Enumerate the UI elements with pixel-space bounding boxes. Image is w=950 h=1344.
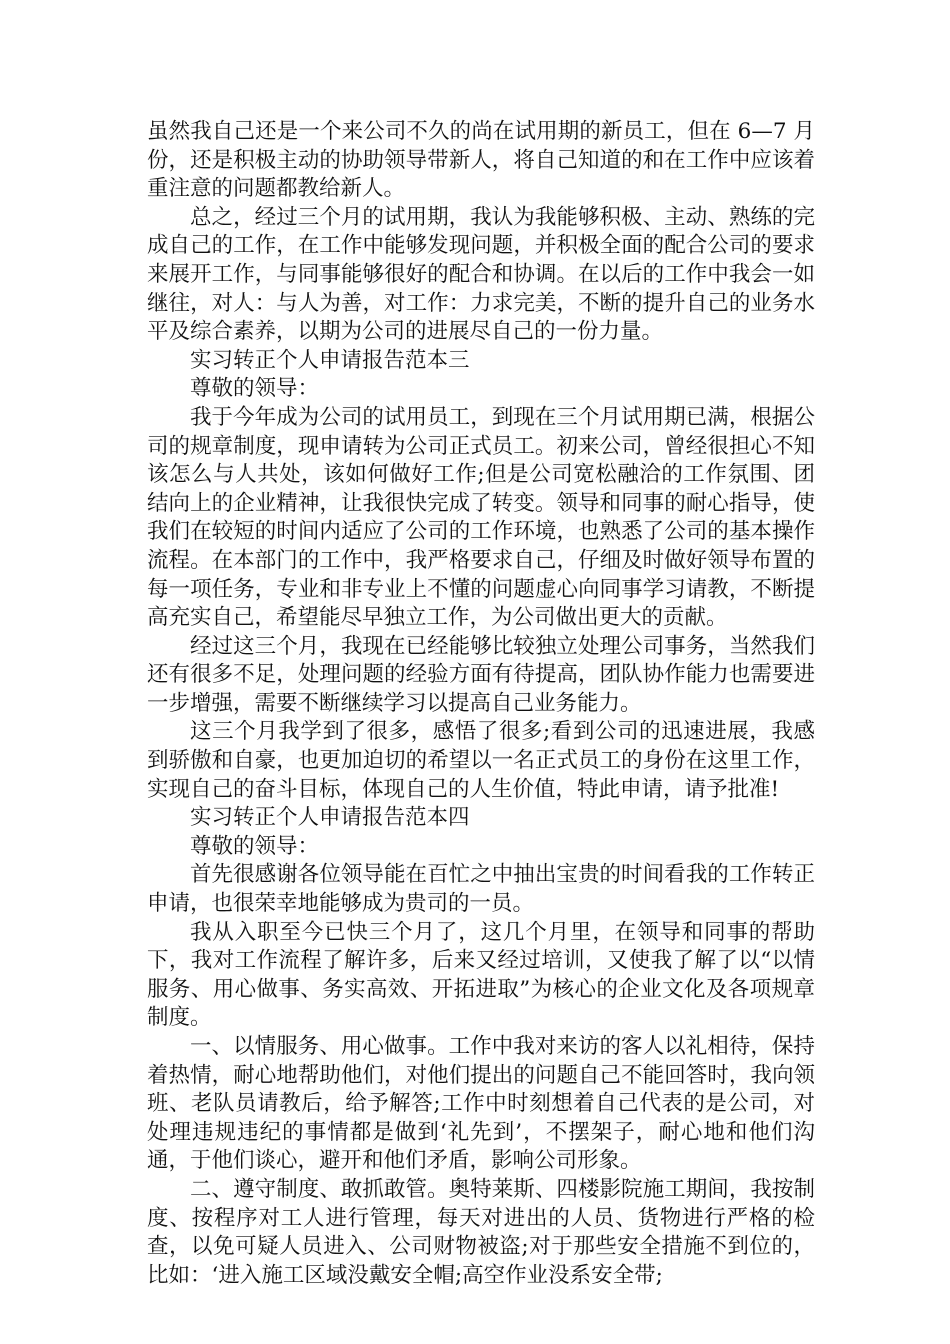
paragraph-1: 虽然我自己还是一个来公司不久的尚在试用期的新员工，但在 6—7 月份，还是积极主动的协助领导带新人，将自己知道的和在工作中应该着重注意的问题都教给新人。 <box>147 119 815 202</box>
paragraph-13: 二、遵守制度、敢抓敢管。奥特莱斯、四楼影院施工期间，我按制度、按程序对工人进行管理，每天对进出的人员、货物进行严格的检查，以免可疑人员进入、公司财物被盗;对于那些安全措施不到位的，比如：‘进入施工区域没戴安全帽;高空作业没系安全带; <box>147 1176 815 1288</box>
paragraph-5: 我于今年成为公司的试用员工，到现在三个月试用期已满，根据公司的规章制度，现申请转为公司正式员工。初来公司，曾经很担心不知该怎么与人共处，该如何做好工作;但是公司宽松融洽的工作氛围、团结向上的企业精神，让我很快完成了转变。领导和同事的耐心指导，使我们在较短的时间内适应了公司的工作环境，也熟悉了公司的基本操作流程。在本部门的工作中，我严格要求自己，仔细及时做好领导布置的每一项任务，专业和非专业上不懂的问题虚心向同事学习请教，不断提高充实自己，希望能尽早独立工作，为公司做出更大的贡献。 <box>147 404 815 631</box>
section-heading-4: 实习转正个人申请报告范本四 <box>190 805 470 831</box>
paragraph-2: 总之，经过三个月的试用期，我认为我能够积极、主动、熟练的完成自己的工作，在工作中能够发现问题，并积极全面的配合公司的要求来展开工作，与同事能够很好的配合和协调。在以后的工作中我会一如继往，对人：与人为善，对工作：力求完美，不断的提升自己的业务水平及综合素养，以期为公司的进展尽自己的一份力量。 <box>147 204 815 345</box>
section-heading-3: 实习转正个人申请报告范本三 <box>190 347 470 373</box>
paragraph-6: 经过这三个月，我现在已经能够比较独立处理公司事务，当然我们还有很多不足，处理问题的经验方面有待提高，团队协作能力也需要进一步增强，需要不断继续学习以提高自己业务能力。 <box>147 633 815 716</box>
salutation-3: 尊敬的领导： <box>190 376 320 402</box>
salutation-4: 尊敬的领导： <box>190 833 320 859</box>
document-page <box>147 118 815 1290</box>
paragraph-7: 这三个月我学到了很多，感悟了很多;看到公司的迅速进展，我感到骄傲和自豪，也更加迫切的希望以一名正式员工的身份在这里工作，实现自己的奋斗目标，体现自己的人生价值，特此申请，请予批准! <box>147 719 815 802</box>
paragraph-12: 一、以情服务、用心做事。工作中我对来访的客人以礼相待，保持着热情，耐心地帮助他们，对他们提出的问题自己不能回答时，我向领班、老队员请教后，给予解答;工作中时刻想着自己代表的是公司，对处理违规违纪的事情都是做到‘礼先到’，不摆架子，耐心地和他们沟通，于他们谈心，避开和他们矛盾，影响公司形象。 <box>147 1034 815 1174</box>
paragraph-10: 首先很感谢各位领导能在百忙之中抽出宝贵的时间看我的工作转正申请，也很荣幸地能够成为贵司的一员。 <box>147 862 815 917</box>
paragraph-11: 我从入职至今已快三个月了，这几个月里，在领导和同事的帮助下，我对工作流程了解许多，后来又经过培训，又使我了解了以“以情服务、用心做事、务实高效、开拓进取”为核心的企业文化及各项规章制度。 <box>147 919 815 1031</box>
